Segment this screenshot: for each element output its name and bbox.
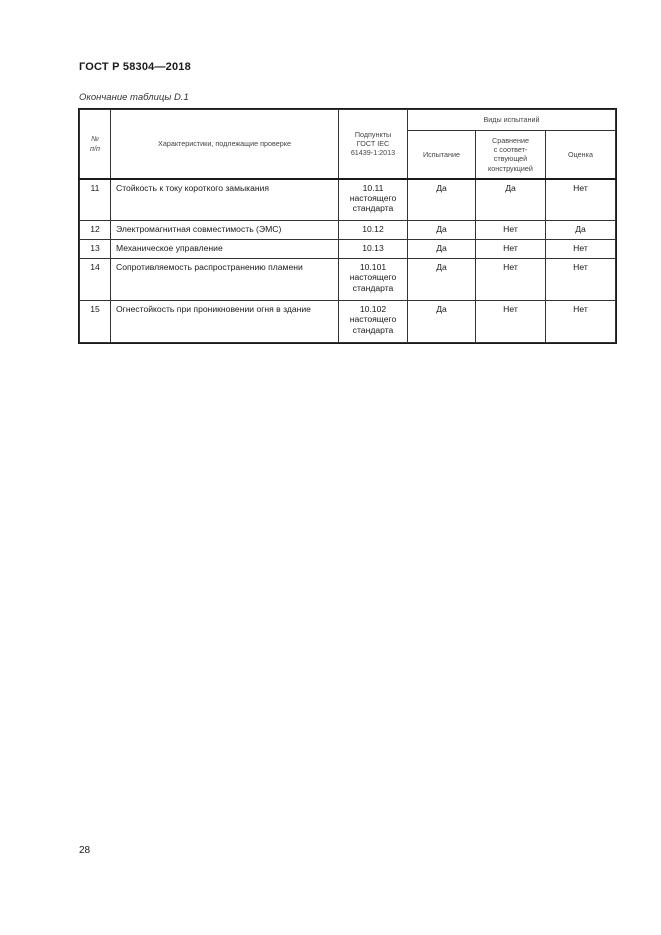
row-clause-text: 10.11 настоящего стандарта [349, 182, 397, 214]
row-test: Да [408, 301, 476, 343]
header-subclauses [339, 110, 408, 179]
header-test: Испытание [408, 131, 476, 179]
row-number: 14 [80, 259, 111, 301]
row-characteristic: Электромагнитная совместимость (ЭМС) [111, 221, 339, 240]
row-test: Да [408, 259, 476, 301]
row-clause-text: 10.101 настоящего стандарта [349, 262, 397, 293]
row-assessment: Да [546, 221, 616, 240]
row-comparison: Нет [476, 259, 546, 301]
page-number: 28 [79, 845, 91, 856]
row-clause [339, 179, 408, 221]
header-number [80, 110, 111, 179]
row-number: 13 [80, 240, 111, 259]
row-test: Да [408, 221, 476, 240]
table-row [80, 301, 616, 343]
header-number-text: № п/п [90, 134, 100, 153]
row-characteristic: Механическое управление [111, 240, 339, 259]
header-subclauses-text: Подпункты ГОСТ IEC 61439-1:2013 [350, 129, 396, 158]
header-comparison-text: Сравнение с соответ- ствующей конструкцией [488, 135, 533, 173]
header-characteristic: Характеристики, подлежащие проверке [111, 110, 339, 179]
row-characteristic: Сопротивляемость распространению пламени [111, 259, 339, 301]
row-number: 11 [80, 179, 111, 221]
row-clause [339, 240, 408, 259]
header-test-types: Виды испытаний [408, 110, 616, 131]
row-test: Да [408, 179, 476, 221]
row-comparison: Нет [476, 240, 546, 259]
header-comparison [476, 131, 546, 179]
row-test: Да [408, 240, 476, 259]
row-characteristic: Огнестойкость при проникновении огня в здание [111, 301, 339, 343]
row-comparison: Да [476, 179, 546, 221]
row-assessment: Нет [546, 259, 616, 301]
header-assessment: Оценка [546, 131, 616, 179]
row-clause [339, 221, 408, 240]
document-code: ГОСТ Р 58304—2018 [79, 61, 191, 73]
row-number: 12 [80, 221, 111, 240]
row-clause [339, 301, 408, 343]
test-types-table [79, 109, 616, 343]
table-row [80, 179, 616, 221]
row-characteristic: Стойкость к току короткого замыкания [111, 179, 339, 221]
row-assessment: Нет [546, 240, 616, 259]
row-number: 15 [80, 301, 111, 343]
row-clause-text: 10.12 [362, 224, 384, 234]
row-comparison: Нет [476, 221, 546, 240]
row-clause-text: 10.102 настоящего стандарта [349, 304, 397, 335]
row-clause [339, 259, 408, 301]
row-assessment: Нет [546, 301, 616, 343]
table-row [80, 240, 616, 259]
table-caption: Окончание таблицы D.1 [79, 92, 189, 103]
row-clause-text: 10.13 [362, 243, 384, 253]
table-row [80, 221, 616, 240]
row-comparison: Нет [476, 301, 546, 343]
table-row [80, 259, 616, 301]
row-assessment: Нет [546, 179, 616, 221]
